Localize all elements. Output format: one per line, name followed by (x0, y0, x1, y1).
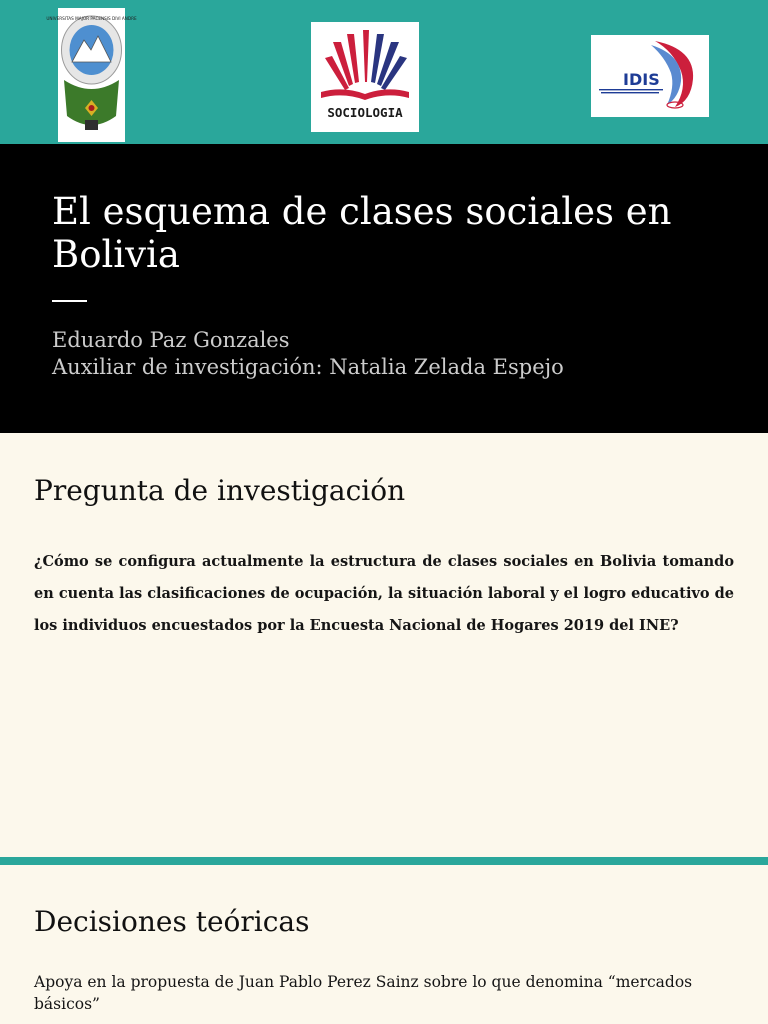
idis-swoosh-graphic (591, 35, 709, 117)
theory-heading: Decisiones teóricas (34, 905, 310, 938)
title-divider (52, 300, 87, 302)
sociologia-label: SOCIOLOGIA (327, 105, 403, 120)
theory-text: Apoya en la propuesta de Juan Pablo Perez Sainz sobre lo que denomina “mercados básicos” (34, 973, 693, 1013)
section-divider (0, 857, 768, 865)
research-assistant: Auxiliar de investigación: Natalia Zelada Espejo (52, 355, 564, 379)
research-question-heading: Pregunta de investigación (34, 474, 406, 507)
idis-logo (591, 35, 709, 117)
umsa-ring-text: UNIVERSITAS MAJOR PACENSIS DIVI ANDRE (46, 16, 137, 21)
umsa-seal-graphic (46, 8, 137, 142)
idis-label: IDIS (623, 70, 660, 89)
research-question-text: ¿Cómo se configura actualmente la estructura de clases sociales en Bolivia tomando en cuenta las clasificaciones de ocupación, la situación laboral y el logro educativo de los individuos encuestados por la Encuesta Nacional de Hogares 2019 del INE? (34, 553, 734, 634)
page-title: El esquema de clases sociales en Bolivia (52, 190, 672, 276)
title-band (0, 144, 768, 433)
sociologia-logo (311, 22, 419, 132)
umsa-seal-logo (46, 8, 137, 142)
sociologia-book-graphic (311, 22, 419, 132)
author-name: Eduardo Paz Gonzales (52, 328, 290, 352)
logo-bar (0, 0, 768, 144)
